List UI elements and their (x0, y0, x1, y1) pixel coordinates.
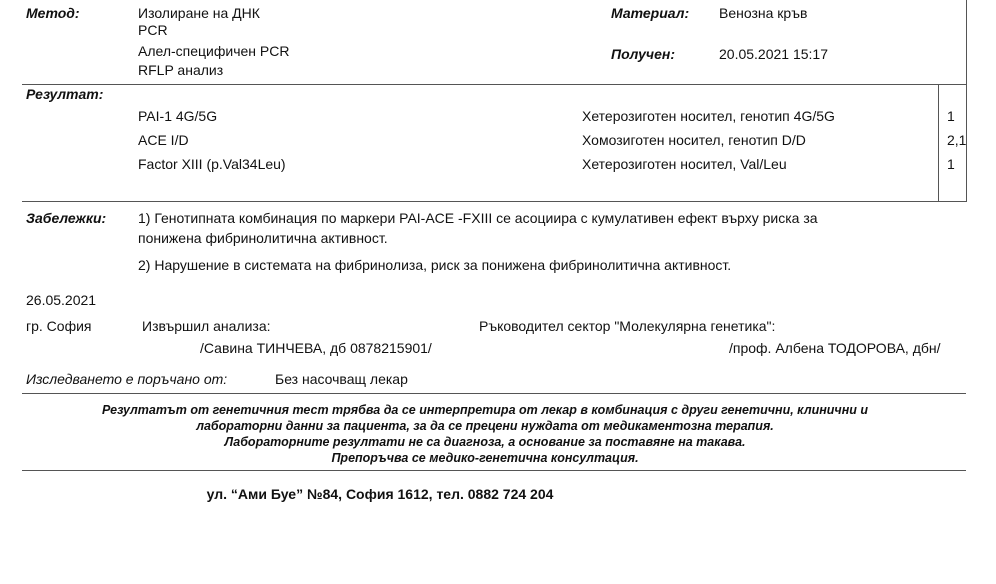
ordered-label: Изследването е поръчано от: (26, 371, 228, 387)
method-item: PCR (138, 22, 168, 38)
performed-name: /Савина ТИНЧЕВА, дб 0878215901/ (200, 340, 432, 356)
result-genotype: Хетерозиготен носител, генотип 4G/5G (582, 108, 835, 124)
divider (22, 470, 966, 471)
divider (22, 84, 966, 85)
received-label: Получен: (611, 46, 675, 62)
method-item: RFLP анализ (138, 62, 224, 78)
notes-label: Забележки: (26, 210, 107, 226)
head-label: Ръководител сектор "Молекулярна генетика": (479, 318, 776, 334)
note-1-line-1: 1) Генотипната комбинация по маркери PAI-ACE -FXIII се асоциира с кумулативен ефект върху риска за (138, 210, 818, 226)
result-genotype: Хетерозиготен носител, Val/Leu (582, 156, 787, 172)
footer-address: ул. “Ами Буе” №84, София 1612, тел. 0882 724 204 (206, 486, 554, 502)
ordered-value: Без насочващ лекар (275, 371, 408, 387)
result-score: 2,1 (947, 132, 967, 148)
disclaimer-line: лабораторни данни за пациента, за да се прецени нуждата от медикаментозна терапия. (196, 419, 774, 433)
note-2: 2) Нарушение в системата на фибринолиза, риск за понижена фибринолитична активност. (138, 257, 732, 273)
divider (22, 201, 966, 202)
divider (22, 393, 966, 394)
material-value: Венозна кръв (719, 5, 808, 21)
report-date: 26.05.2021 (26, 292, 97, 308)
material-label: Материал: (611, 5, 690, 21)
method-item: Изолиране на ДНК (138, 5, 260, 21)
note-1-line-2: понижена фибринолитична активност. (138, 230, 388, 246)
result-genotype: Хомозиготен носител, генотип D/D (582, 132, 806, 148)
received-value: 20.05.2021 15:17 (719, 46, 828, 62)
result-marker: Factor XIII (p.Val34Leu) (138, 156, 286, 172)
method-item: Алел-специфичен PCR (138, 43, 290, 59)
result-marker: PAI-1 4G/5G (138, 108, 218, 124)
result-score: 1 (947, 108, 955, 124)
result-score: 1 (947, 156, 955, 172)
performed-label: Извършил анализа: (142, 318, 271, 334)
results-label: Резултат: (26, 86, 104, 102)
table-border-left (938, 84, 939, 202)
table-border-right (966, 0, 967, 202)
result-marker: ACE I/D (138, 132, 189, 148)
disclaimer-line: Резултатът от генетичния тест трябва да се интерпретира от лекар в комбинация с други генетични, клинични и (102, 403, 868, 417)
head-name: /проф. Албена ТОДОРОВА, дбн/ (729, 340, 941, 356)
disclaimer-line: Препоръчва се медико-генетична консултация. (331, 451, 639, 465)
disclaimer-line: Лабораторните резултати не са диагноза, а основание за поставяне на такава. (224, 435, 746, 449)
report-city: гр. София (26, 318, 92, 334)
method-label: Метод: (26, 5, 80, 21)
